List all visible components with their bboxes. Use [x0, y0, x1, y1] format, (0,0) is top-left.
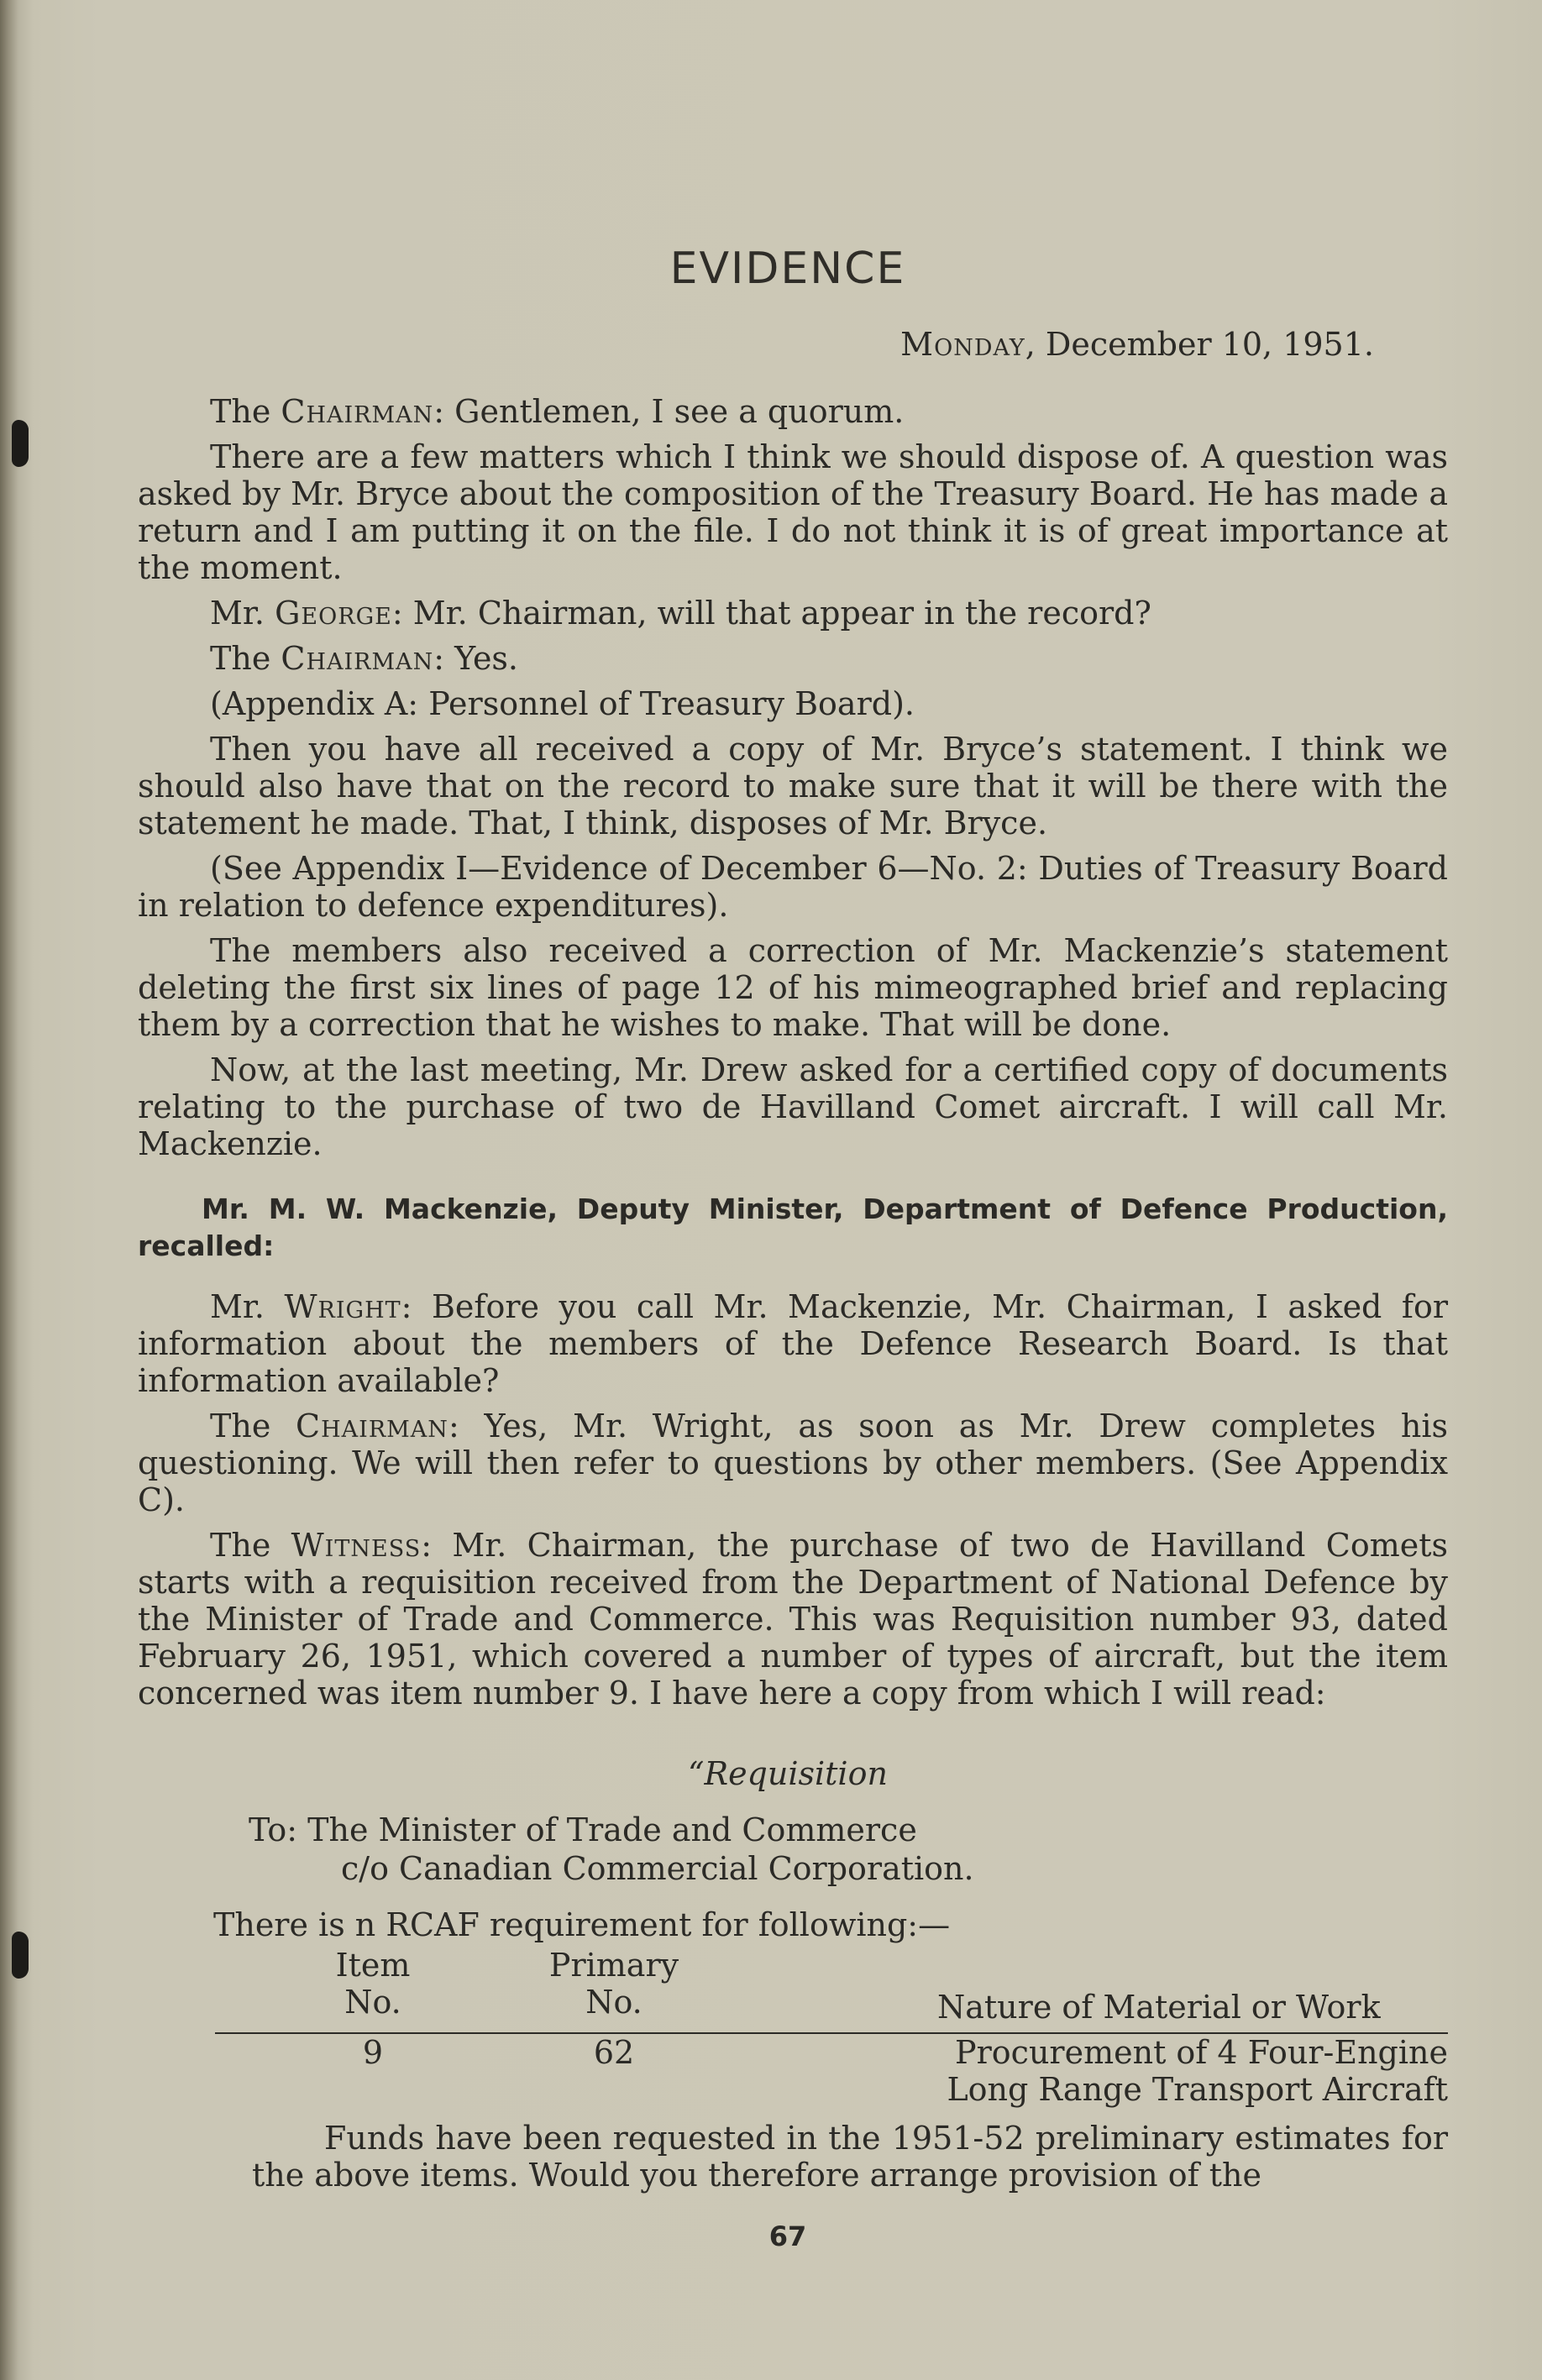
requisition-intro: There is n RCAF requirement for following:— [213, 1906, 951, 1943]
binding-hole [12, 420, 29, 467]
date-day: Monday [900, 326, 1025, 363]
requisition-table-header [215, 1947, 1448, 2034]
paragraph: Now, at the last meeting, Mr. Drew asked for a certified copy of documents relating to the purchase of two de Havilland Comet aircraft. I will call Mr. Mackenzie. [138, 1051, 1448, 1162]
speaker: Chairman [281, 640, 434, 677]
to-line1: The Minister of Trade and Commerce [307, 1811, 917, 1848]
date-line [900, 326, 1374, 363]
speaker: Chairman [296, 1408, 448, 1444]
date-rest: , December 10, 1951. [1025, 326, 1374, 363]
paragraph: Mr. Wright: Before you call Mr. Mackenzie, Mr. Chairman, I asked for information about the members of the Defence Research Board. Is that information available? [138, 1288, 1448, 1399]
to-line2: c/o Canadian Commercial Corporation. [341, 1850, 974, 1887]
to-label: To: [249, 1811, 298, 1848]
paragraph: There are a few matters which I think we should dispose of. A question was asked by Mr. Bryce about the composition of the Treasury Board. He has made a return and I am putting it on the file. I do not think it is of great importance at the moment. [138, 438, 1448, 586]
col-item-header: Item No. [335, 1947, 411, 2021]
transcript-mid [138, 1288, 1448, 1712]
table-row [215, 2034, 1448, 2110]
paragraph: The Chairman: Yes, Mr. Wright, as soon as Mr. Drew completes his questioning. We will then refer to questions by other members. (See Appendix C). [138, 1408, 1448, 1518]
witness-heading: Mr. M. W. Mackenzie, Deputy Minister, Department of Defence Production, recalled: [138, 1193, 1448, 1262]
paragraph: The Chairman: Yes. [210, 640, 519, 677]
paragraph: (Appendix A: Personnel of Treasury Board). [210, 685, 915, 722]
binding-hole [12, 1932, 29, 1979]
speaker: Witness [291, 1527, 422, 1564]
speaker: George [275, 595, 392, 632]
paragraph: Mr. George: Mr. Chairman, will that appear in the record? [210, 595, 1151, 632]
requisition-address [249, 1811, 974, 1888]
requisition-title: “Requisition [688, 1755, 888, 1792]
paragraph: Then you have all received a copy of Mr. Bryce’s statement. I think we should also have that on the record to make sure that it will be there with the statement he made. That, I think, disposes of Mr. Bryce. [138, 731, 1448, 841]
requisition-closing: Funds have been requested in the 1951-52 preliminary estimates for the above items. Would you therefore arrange provision of the [252, 2120, 1448, 2194]
col-primary-header: Primary No. [548, 1947, 679, 2021]
paragraph: (See Appendix I—Evidence of December 6—No. 2: Duties of Treasury Board in relation to defence expenditures). [138, 850, 1448, 924]
cell-item: 9 [362, 2034, 384, 2071]
page-number: 67 [768, 2220, 807, 2252]
speaker: Wright [284, 1288, 401, 1325]
col-nature-header: Nature of Material or Work [937, 1989, 1381, 2026]
speaker: Chairman [281, 393, 434, 430]
page-title: EVIDENCE [669, 244, 906, 294]
cell-primary: 62 [593, 2034, 635, 2071]
paragraph: The Chairman: Gentlemen, I see a quorum. [210, 393, 905, 430]
cell-nature: Procurement of 4 Four-Engine Long Range Transport Aircraft [947, 2034, 1448, 2108]
paragraph: The Witness: Mr. Chairman, the purchase of two de Havilland Comets starts with a requisition received from the Department of National Defence by the Minister of Trade and Commerce. This was Requisition number 93, dated February 26, 1951, which covered a number of types of aircraft, but the item concerned was item number 9. I have here a copy from which I will read: [138, 1527, 1448, 1712]
transcript-top [138, 393, 1448, 1162]
paragraph: The members also received a correction of Mr. Mackenzie’s statement deleting the first six lines of page 12 of his mimeographed brief and replacing them by a correction that he wishes to make. That will be done. [138, 932, 1448, 1043]
